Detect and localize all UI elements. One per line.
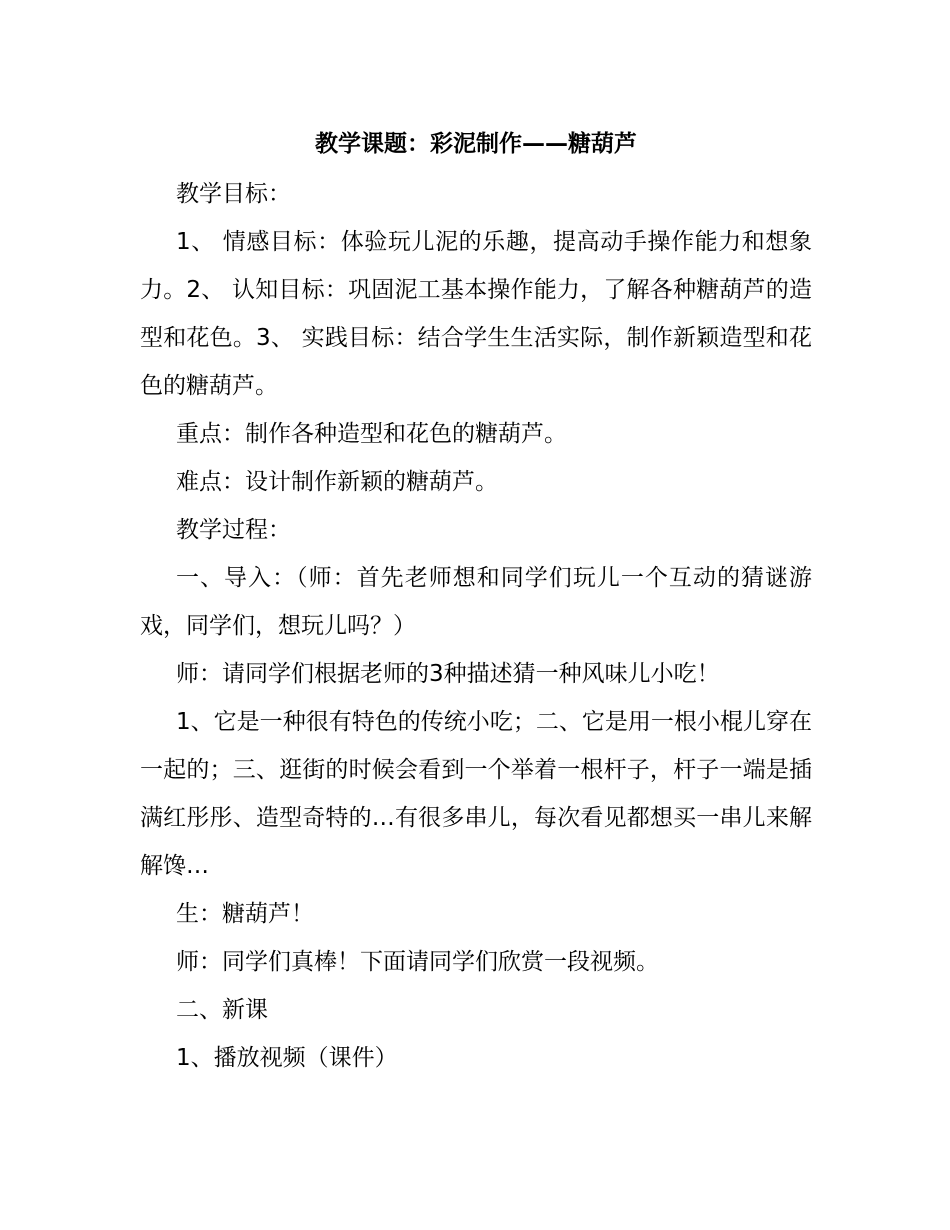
paragraph-key-point: 重点：制作各种造型和花色的糖葫芦。 [176,421,567,447]
paragraph-process-heading: 教学过程： [176,517,291,543]
paragraph-riddle-clues: 1、它是一种很有特色的传统小吃；二、它是用一根小棍儿穿在一起的；三、逛街的时候会看到一个举着一根杆子，杆子一端是插满红彤彤、造型奇特的…有很多串儿，每次看见都想买一串儿来解解馋… [140,709,812,879]
paragraph-student-answer: 生：糖葫芦！ [176,901,314,927]
document-page [140,124,812,1082]
paragraph-objectives-heading: 教学目标： [176,181,291,207]
paragraph-teacher-praise: 师：同学们真棒！下面请同学们欣赏一段视频。 [176,949,659,975]
paragraph-new-lesson-heading: 二、新课 [176,997,268,1023]
paragraph-difficulty: 难点：设计制作新颖的糖葫芦。 [176,469,498,495]
document-title: 教学课题：彩泥制作——糖葫芦 [315,131,637,157]
paragraph-introduction: 一、导入：（师：首先老师想和同学们玩儿一个互动的猜谜游戏，同学们，想玩儿吗？） [140,565,812,639]
paragraph-play-video: 1、播放视频（课件） [176,1045,398,1071]
paragraph-teacher-prompt: 师：请同学们根据老师的3种描述猜一种风味儿小吃！ [176,661,720,687]
paragraph-objectives: 1、 情感目标：体验玩儿泥的乐趣，提高动手操作能力和想象力。2、 认知目标：巩固泥工基本操作能力，了解各种糖葫芦的造型和花色。3、 实践目标：结合学生生活实际，制作新颖造型和花色的糖葫芦。 [140,229,812,399]
